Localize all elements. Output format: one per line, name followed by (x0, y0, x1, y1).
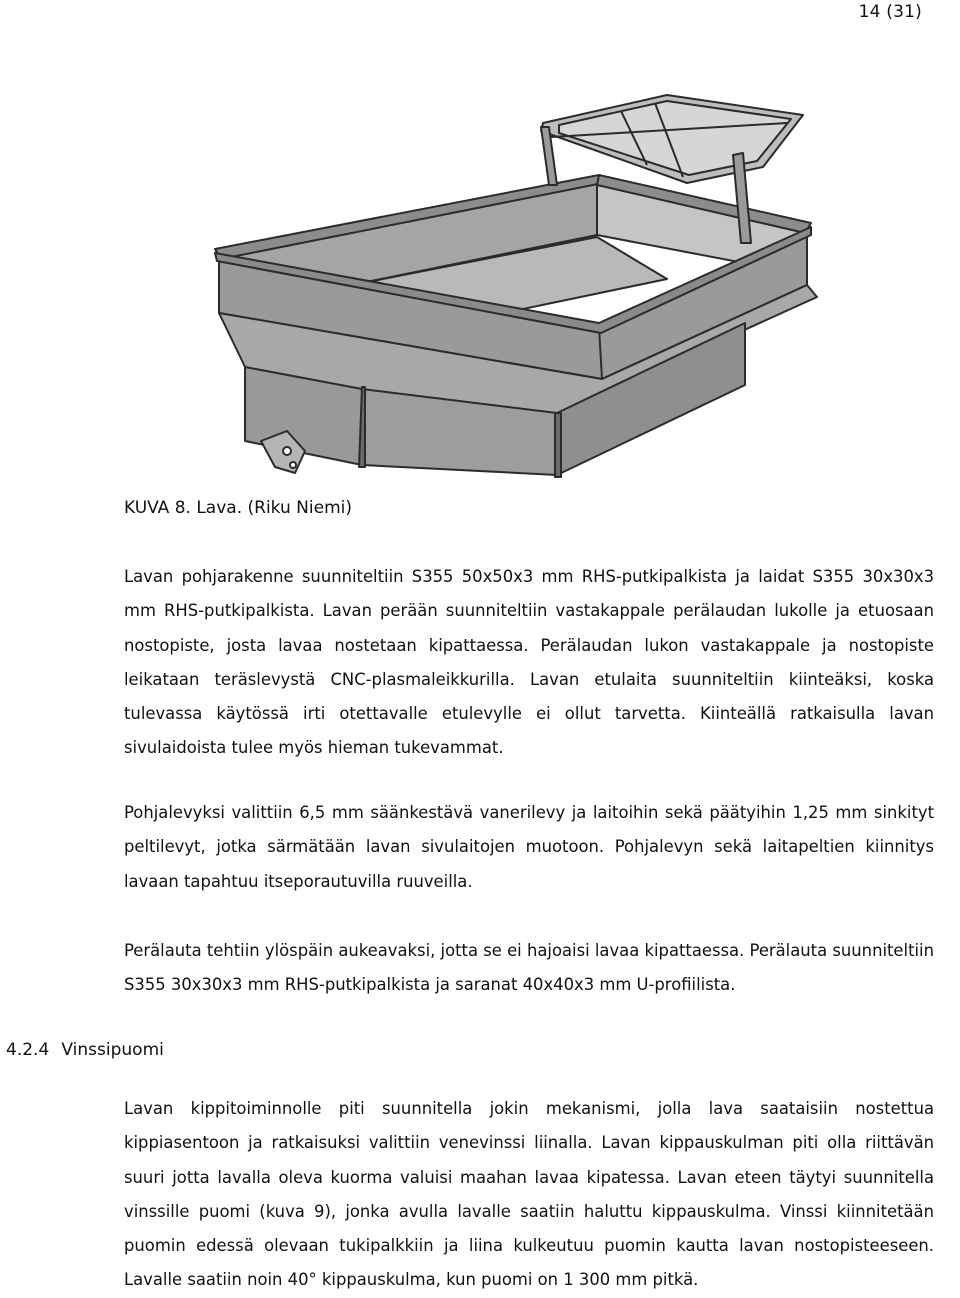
paragraph-frame-structure: Lavan pohjarakenne suunniteltiin S355 50x50x3 mm RHS-putkipalkista ja laidat S355 30x30x3 mm RHS-putkipalkista. Lavan perään suunniteltiin vastakappale perälaudan lukolle ja etuosaan nostopiste, josta lavaa nostetaan kipattaessa. Perälaudan lukon vastakappale ja nostopiste leikataan teräslevystä CNC-plasmaleikkurilla. Lavan etulaita suunniteltiin kiinteäksi, koska tulevassa käytössä irti otettavalle etulevylle ei ollut tarvetta. Kiinteällä ratkaisulla lavan sivulaidoista tulee myös hieman tukevammat. (124, 567, 934, 758)
section-title: Vinssipuomi (61, 1040, 164, 1060)
figure-truck-bed-render (127, 67, 887, 487)
paragraph-winch-boom: Lavan kippitoiminnolle piti suunnitella jokin mekanismi, jolla lava saataisiin nostettua kippiasentoon ja ratkaisuksi valittiin venevinssi liinalla. Lavan kippauskulman piti olla riittävän suuri jotta lavalla oleva kuorma valuisi maahan lavaa kipatessa. Lavan eteen täytyi suunnitella vinssille puomi (kuva 9), jonka avulla lavalle saatiin haluttu kippauskulma. Vinssi kiinnitetään puomin edessä olevaan tukipalkkiin ja liina kulkeutuu puomin kautta lavan nostopisteeseen. Lavalle saatiin noin 40° kippauskulma, kun puomi on 1 300 mm pitkä. (124, 1099, 934, 1290)
page-number: 14 (31) (858, 2, 922, 22)
paragraph-floor-panels: Pohjalevyksi valittiin 6,5 mm säänkestävä vanerilevy ja laitoihin sekä päätyihin 1,25 mm sinkityt peltilevyt, jotka särmätään lavan sivulaitojen muotoon. Pohjalevyn sekä laitapeltien kiinnitys lavaan tapahtuu itseporautuvilla ruuveilla. (124, 803, 934, 891)
section-heading (0, 1040, 164, 1060)
truck-bed-cad-render (127, 67, 887, 487)
section-number: 4.2.4 (6, 1040, 50, 1060)
figure-caption: KUVA 8. Lava. (Riku Niemi) (124, 498, 352, 518)
paragraph-tailgate: Perälauta tehtiin ylöspäin aukeavaksi, jotta se ei hajoaisi lavaa kipattaessa. Perälauta suunniteltiin S355 30x30x3 mm RHS-putkipalkista ja saranat 40x40x3 mm U-profiilista. (124, 941, 934, 995)
